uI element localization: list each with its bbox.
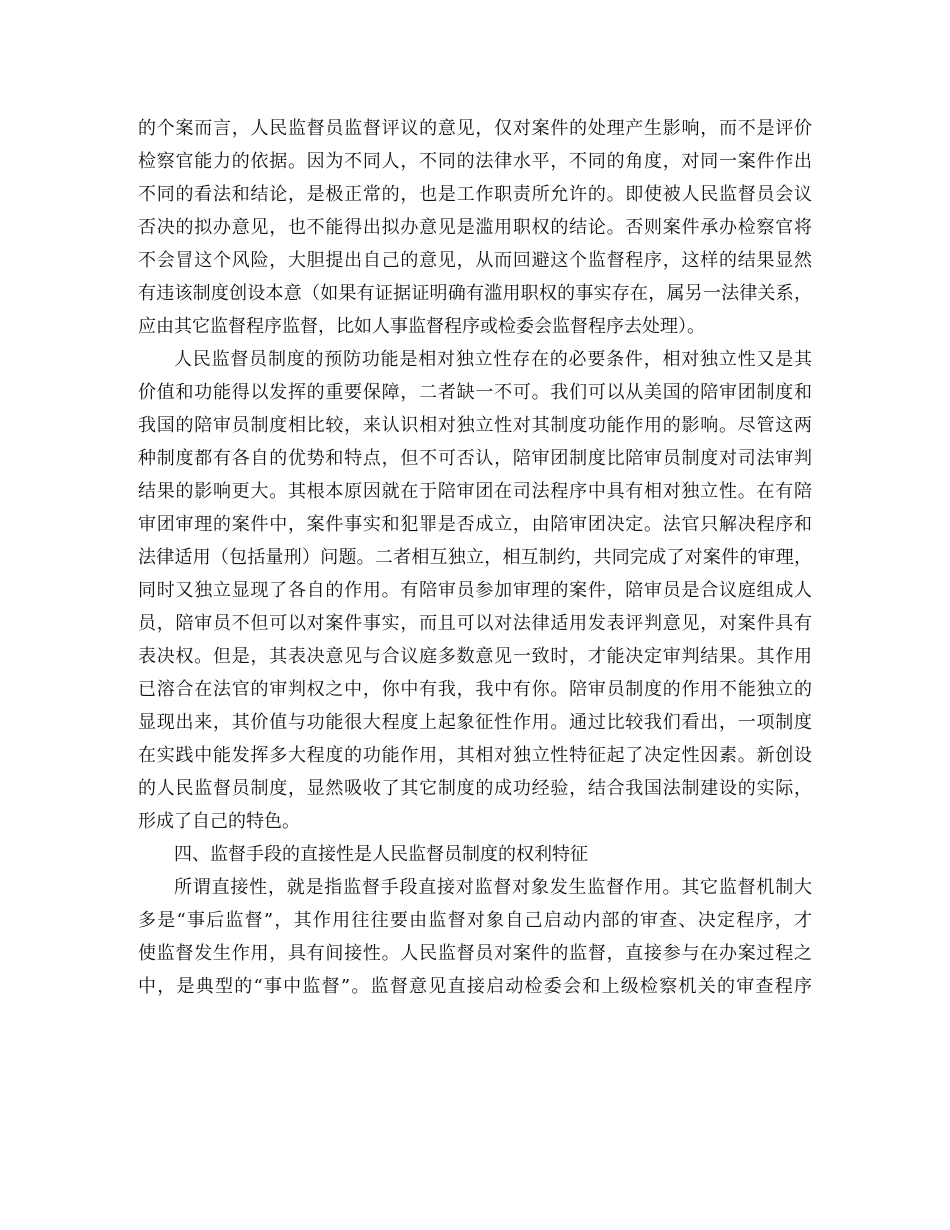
- text-line: 结果的影响更大。其根本原因就在于陪审团在司法程序中具有相对独立性。在有陪: [138, 481, 812, 502]
- text-line: 已溶合在法官的审判权之中，你中有我，我中有你。陪审员制度的作用不能独立的: [138, 679, 812, 700]
- text-line: 人民监督员制度的预防功能是相对独立性存在的必要条件，相对独立性又是其: [174, 349, 812, 370]
- text-line: 审团审理的案件中，案件事实和犯罪是否成立，由陪审团决定。法官只解决程序和: [138, 514, 812, 535]
- text-line: 法律适用（包括量刑）问题。二者相互独立，相互制约，共同完成了对案件的审理，: [138, 547, 812, 568]
- text-line: 中，是典型的“事中监督”。监督意见直接启动检委会和上级检察机关的审查程序: [138, 976, 812, 997]
- text-line: 在实践中能发挥多大程度的功能作用，其相对独立性特征起了决定性因素。新创设: [138, 745, 812, 766]
- text-line: 的人民监督员制度，显然吸收了其它制度的成功经验，结合我国法制建设的实际，: [138, 778, 812, 799]
- text-line: 同时又独立显现了各自的作用。有陪审员参加审理的案件，陪审员是合议庭组成人: [138, 580, 812, 601]
- text-line: 多是“事后监督”，其作用往往要由监督对象自己启动内部的审查、决定程序，才: [138, 910, 812, 931]
- text-line: 否决的拟办意见，也不能得出拟办意见是滥用职权的结论。否则案件承办检察官将: [138, 217, 812, 238]
- text-line: 显现出来，其价值与功能很大程度上起象征性作用。通过比较我们看出，一项制度: [138, 712, 812, 733]
- text-line: 有违该制度创设本意（如果有证据证明确有滥用职权的事实存在，属另一法律关系，: [138, 283, 812, 304]
- body-text: [138, 112, 812, 1003]
- text-line: 使监督发生作用，具有间接性。人民监督员对案件的监督，直接参与在办案过程之: [138, 943, 812, 964]
- text-line: 检察官能力的依据。因为不同人，不同的法律水平，不同的角度，对同一案件作出: [138, 151, 812, 172]
- text-line: 表决权。但是，其表决意见与合议庭多数意见一致时，才能决定审判结果。其作用: [138, 646, 812, 667]
- text-line: 员，陪审员不但可以对案件事实，而且可以对法律适用发表评判意见，对案件具有: [138, 613, 812, 634]
- text-line: 四、监督手段的直接性是人民监督员制度的权利特征: [174, 844, 588, 865]
- text-line: 所谓直接性，就是指监督手段直接对监督对象发生监督作用。其它监督机制大: [174, 877, 812, 898]
- text-line: 应由其它监督程序监督，比如人事监督程序或检委会监督程序去处理）。: [138, 316, 705, 337]
- text-line: 价值和功能得以发挥的重要保障，二者缺一不可。我们可以从美国的陪审团制度和: [138, 382, 812, 403]
- text-line: 形成了自己的特色。: [138, 811, 300, 832]
- text-line: 的个案而言，人民监督员监督评议的意见，仅对案件的处理产生影响，而不是评价: [138, 118, 812, 139]
- text-line: 种制度都有各自的优势和特点，但不可否认，陪审团制度比陪审员制度对司法审判: [138, 448, 812, 469]
- text-line: 我国的陪审员制度相比较，来认识相对独立性对其制度功能作用的影响。尽管这两: [138, 415, 812, 436]
- text-line: 不会冒这个风险，大胆提出自己的意见，从而回避这个监督程序，这样的结果显然: [138, 250, 812, 271]
- text-line: 不同的看法和结论，是极正常的，也是工作职责所允许的。即使被人民监督员会议: [138, 184, 812, 205]
